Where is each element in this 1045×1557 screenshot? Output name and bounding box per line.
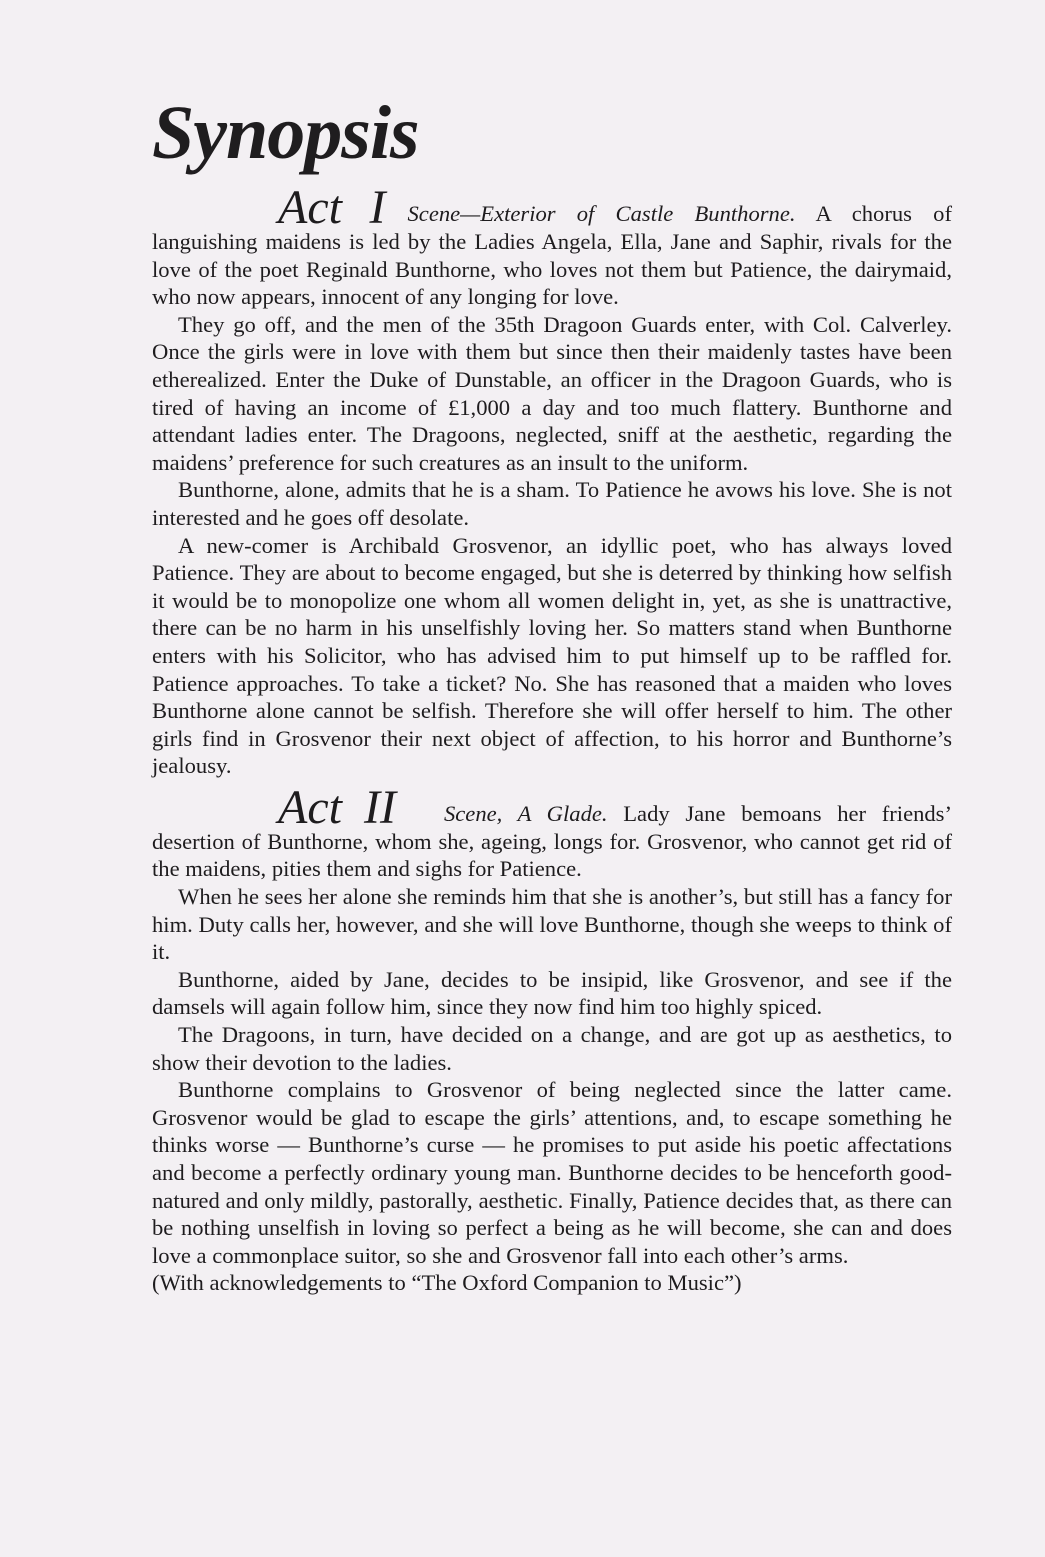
act-2-paragraph-2: When he sees her alone she reminds him that she is another’s, but still has a fancy for him. Duty calls her, however, and she will love Bunthorne, though she weeps to think of it. — [152, 884, 952, 965]
act-1-scene: Scene—Exterior of Castle Bunthorne. — [407, 201, 796, 226]
synopsis-page — [152, 90, 952, 1297]
act-2-paragraph-3: Bunthorne, aided by Jane, decides to be insipid, like Grosvenor, and see if the damsels will again follow him, since they now find him too highly spiced. — [152, 966, 952, 1020]
acknowledgement-note: (With acknowledgements to “The Oxford Companion to Music”) — [152, 1270, 742, 1296]
act-2-paragraph-4: The Dragoons, in turn, have decided on a change, and are got up as aesthetics, to show their devotion to the ladies. — [152, 1022, 952, 1075]
act-1-intro — [152, 181, 952, 311]
act-1-paragraph-4: A new-comer is Archibald Grosvenor, an idyllic poet, who has always loved Patience. They are about to become engaged, but she is deterred by thinking how selfish it would be to monopolize one whom all women delight in, yet, as she is unattractive, there can be no harm in his unselfishly loving her. So matters stand when Bunthorne enters with his Solicitor, who has advised him to put himself up to be raffled for. Patience approaches. To take a ticket? No. She has reasoned that a maiden who loves Bunthorne alone cannot be selfish. Therefore she will offer herself to him. The other girls find in Grosvenor their next object of affection, to his horror and Bunthorne’s jealousy. — [152, 532, 952, 779]
act-2-paragraph-1: Lady Jane bemoans her friends’ desertion of Bunthorne, whom she, ageing, longs for. Grosvenor, who cannot get rid of the maidens, pities them and sighs for Patience. — [152, 800, 953, 882]
act-2-intro — [152, 780, 953, 883]
act-2-heading: Act II — [278, 780, 396, 834]
act-1-paragraph-1: A chorus of languishing maidens is led by the Ladies Angela, Ella, Jane and Saphir, rivals for the love of the poet Reginald Bunthorne, who loves not them but Patience, the dairymaid, who now appears, innocent of any longing for love. — [152, 201, 952, 310]
act-1-paragraph-3: Bunthorne, alone, admits that he is a sham. To Patience he avows his love. She is not interested and he goes off desolate. — [152, 477, 952, 530]
page-title: Synopsis — [152, 91, 419, 175]
act-1-heading: Act I — [278, 181, 386, 234]
act-1-paragraph-2: They go off, and the men of the 35th Dragoon Guards enter, with Col. Calverley. Once the girls were in love with them but since then their maidenly tastes have been etherealized. Enter the Duke of Dunstable, an officer in the Dragoon Guards, who is tired of having an income of £1,000 a day and too much flattery. Bunthorne and attendant ladies enter. The Dragoons, neglected, sniff at the aesthetic, regarding the maidens’ preference for such creatures as an insult to the uniform. — [152, 311, 952, 475]
act-2-scene: Scene, A Glade. — [443, 800, 608, 826]
act-2-paragraph-5: Bunthorne complains to Grosvenor of being neglected since the latter came. Grosvenor would be glad to escape the girls’ attentions, and, to escape something he thinks worse — Bunthorne’s curse — he promises to put aside his poetic affectations and become a perfectly ordinary young man. Bunthorne decides to be henceforth good-natured and only mildly, pastorally, aesthetic. Finally, Patience decides that, as there can be nothing unselfish in loving so perfect a being as he will become, she can and does love a commonplace suitor, so she and Grosvenor fall into each other’s arms. — [152, 1077, 952, 1268]
